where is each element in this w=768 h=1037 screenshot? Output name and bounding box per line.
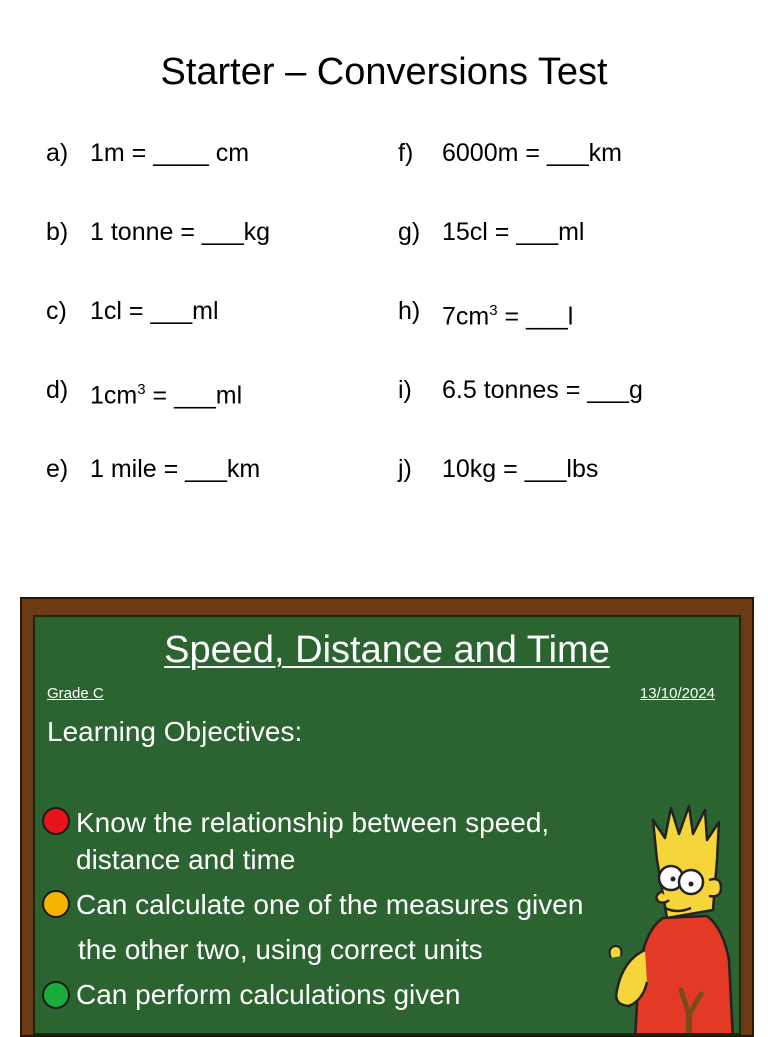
- question-text: [90, 375, 242, 410]
- question-text: 1m = ____ cm: [90, 139, 250, 167]
- amber-traffic-light-icon: [42, 890, 70, 918]
- question-text-before: 7cm: [442, 302, 490, 331]
- objective-3-line-1: Can perform calculations given: [76, 979, 461, 1010]
- starter-title: Starter – Conversions Test: [160, 51, 608, 93]
- grade-label: Grade C: [47, 685, 104, 702]
- question-text: 1 tonne = ___kg: [90, 218, 271, 246]
- question-label: e): [46, 455, 69, 483]
- question-label: g): [398, 218, 421, 246]
- question-text: 1 mile = ___km: [90, 455, 261, 483]
- question-label: c): [46, 297, 67, 325]
- superscript: 3: [137, 381, 146, 398]
- question-text-before: 1cm: [90, 381, 138, 410]
- cartoon-character-icon: [605, 800, 735, 1035]
- objective-1-line-2: distance and time: [76, 844, 296, 875]
- question-text: 1cl = ___ml: [90, 297, 219, 325]
- red-traffic-light-icon: [42, 807, 70, 835]
- question-text: 10kg = ___lbs: [442, 455, 599, 483]
- question-label: a): [46, 139, 69, 167]
- objectives-heading: Learning Objectives:: [47, 716, 303, 747]
- lesson-title: Speed, Distance and Time: [164, 629, 610, 671]
- question-label: i): [398, 376, 412, 404]
- superscript: 3: [489, 302, 498, 319]
- objective-2-line-2: the other two, using correct units: [78, 934, 483, 965]
- green-traffic-light-icon: [42, 981, 70, 1009]
- objective-1-line-1: Know the relationship between speed,: [76, 807, 550, 838]
- question-text: 15cl = ___ml: [442, 218, 585, 246]
- question-text: 6.5 tonnes = ___g: [442, 376, 643, 404]
- question-label: j): [398, 455, 412, 483]
- question-text-after: = ___ml: [145, 381, 243, 410]
- chalkboard: [33, 615, 741, 1035]
- lesson-date: 13/10/2024: [639, 685, 715, 702]
- question-text: 6000m = ___km: [442, 139, 622, 167]
- question-text: [442, 296, 573, 331]
- objective-2-line-1: Can calculate one of the measures given: [76, 889, 584, 920]
- question-label: d): [46, 376, 69, 404]
- question-label: f): [398, 139, 414, 167]
- question-label: b): [46, 218, 69, 246]
- question-text-after: = ___l: [497, 302, 574, 331]
- question-label: h): [398, 297, 421, 325]
